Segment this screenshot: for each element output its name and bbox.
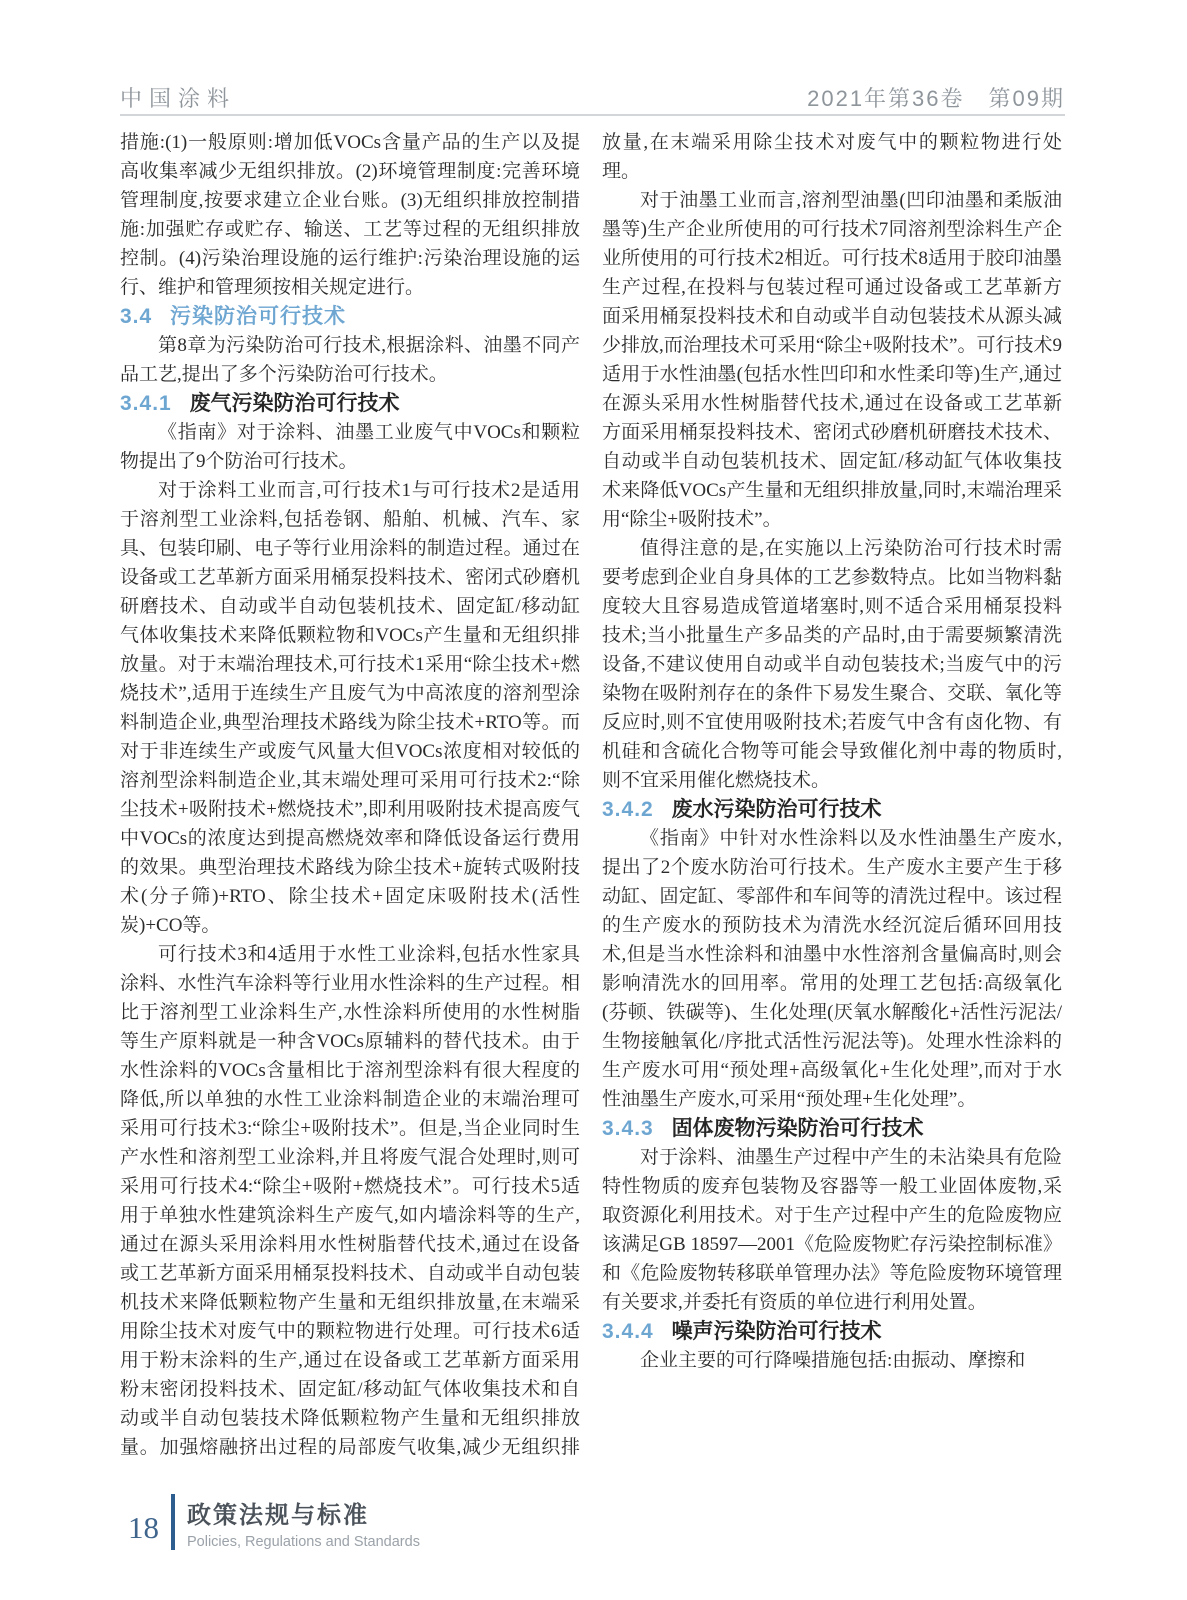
section-heading-3.4.1	[120, 389, 580, 418]
section-title: 废气污染防治可行技术	[189, 392, 400, 415]
paragraph: 第8章为污染防治可行技术,根据涂料、油墨不同产品工艺,提出了多个污染防治可行技术。	[120, 335, 580, 385]
article-body	[120, 128, 1062, 1476]
paragraph: 对于油墨工业而言,溶剂型油墨(凹印油墨和柔版油墨等)生产企业所使用的可行技术7同溶剂型涂料生产企业所使用的可行技术2相近。可行技术8适用于胶印油墨生产过程,在投料与包装过程可通过设备或工艺革新方面采用桶泵投料技术和自动或半自动包装技术从源头减少排放,而治理技术可采用“除尘+吸附技术”。可行技术9适用于水性油墨(包括水性凹印和水性柔印等)生产,通过在源头采用水性树脂替代技术,通过在设备或工艺革新方面采用桶泵投料技术、密闭式砂磨机研磨技术技术、自动或半自动包装机技术、固定缸/移动缸气体收集技术来降低VOCs产生量和无组织排放量,同时,末端治理采用“除尘+吸附技术”。	[602, 190, 1062, 530]
footer-section-cn: 政策法规与标准	[187, 1501, 369, 1529]
section-title: 噪声污染防治可行技术	[671, 1320, 882, 1343]
page-number: 18	[128, 1510, 159, 1545]
footer-divider	[171, 1494, 175, 1550]
paragraph: 措施:(1)一般原则:增加低VOCs含量产品的生产以及提高收集率减少无组织排放。(2)环境管理制度:完善环境管理制度,按要求建立企业台账。(3)无组织排放控制措施:加强贮存或贮存、输送、工艺等过程的无组织排放控制。(4)污染治理设施的运行维护:污染治理设施的运行、维护和管理须按相关规定进行。	[120, 132, 580, 298]
section-number: 3.4.2	[602, 798, 654, 821]
footer-section-en: Policies, Regulations and Standards	[187, 1533, 420, 1550]
paragraph: 对于涂料、油墨生产过程中产生的未沾染具有危险特性物质的废弃包装物及容器等一般工业固体废物,采取资源化利用技术。对于生产过程中产生的危险废物应该满足GB 18597—2001《危险废物贮存污染控制标准》和《危险废物转移联单管理办法》等危险废物环境管理有关要求,并委托有资质的单位进行利用处置。	[602, 1147, 1062, 1313]
section-heading-3.4.4	[602, 1317, 1062, 1346]
section-heading-3.4.3	[602, 1114, 1062, 1143]
paragraph: 值得注意的是,在实施以上污染防治可行技术时需要考虑到企业自身具体的工艺参数特点。比如当物料黏度较大且容易造成管道堵塞时,则不适合采用桶泵投料技术;当小批量生产多品类的产品时,由于需要频繁清洗设备,不建议使用自动或半自动包装技术;当废气中的污染物在吸附剂存在的条件下易发生聚合、交联、氧化等反应时,则不宜使用吸附技术;若废气中含有卤化物、有机硅和含硫化合物等可能会导致催化剂中毒的物质时,则不宜采用催化燃烧技术。	[602, 538, 1062, 791]
paragraph: 《指南》对于涂料、油墨工业废气中VOCs和颗粒物提出了9个防治可行技术。	[120, 422, 580, 472]
page-header	[120, 82, 1065, 113]
paragraph: 对于涂料工业而言,可行技术1与可行技术2是适用于溶剂型工业涂料,包括卷钢、船舶、机械、汽车、家具、包装印刷、电子等行业用涂料的制造过程。通过在设备或工艺革新方面采用桶泵投料技术、密闭式砂磨机研磨技术、自动或半自动包装机技术、固定缸/移动缸气体收集技术来降低颗粒物和VOCs产生量和无组织排放量。对于末端治理技术,可行技术1采用“除尘技术+燃烧技术”,适用于连续生产且废气为中高浓度的溶剂型涂料制造企业,典型治理技术路线为除尘技术+RTO等。而对于非连续生产或废气风量大但VOCs浓度相对较低的溶剂型涂料制造企业,其末端处理可采用可行技术2:“除尘技术+吸附技术+燃烧技术”,即利用吸附技术提高废气中VOCs的浓度达到提高燃烧效率和降低设备运行费用的效果。典型治理技术路线为除尘技术+旋转式吸附技术(分子筛)+RTO、除尘技术+固定床吸附技术(活性炭)+CO等。	[120, 480, 580, 936]
section-heading-3.4.2	[602, 795, 1062, 824]
section-number: 3.4	[120, 305, 153, 328]
journal-title: 中国涂料	[120, 86, 237, 111]
page-footer	[128, 1494, 420, 1550]
section-number: 3.4.3	[602, 1117, 654, 1140]
paragraph: 企业主要的可行降噪措施包括:由振动、摩擦和	[640, 1350, 1026, 1371]
section-title: 固体废物污染防治可行技术	[671, 1117, 924, 1140]
section-number: 3.4.4	[602, 1320, 654, 1343]
section-number: 3.4.1	[120, 392, 172, 415]
section-title: 废水污染防治可行技术	[671, 798, 882, 821]
section-title: 污染防治可行技术	[170, 305, 347, 328]
footer-section	[187, 1495, 420, 1550]
paragraph: 可行技术3和4适用于水性工业涂料,包括水性家具涂料、水性汽车涂料等行业用水性涂料的生产过程。相比于溶剂型工业涂料生产,水性涂料所使用的水性树脂等生产原料就是一种含VOCs原辅料的替代技术。由于水性涂料的VOCs含量相比于溶剂型涂料有很大程度的降低,所以单独的水性工业涂料制造企业的末端治理可采用可行技术3:“除尘+吸附技术”。但是,当企业同时生产水性和溶剂型工业涂料,并且将废气混合处理时,则可采用可行技术4:“除尘+吸附+燃烧技术”。可行技术5适用于单独水性建筑涂料生产废气,如内墙涂料等的生产,通过在源头采用涂料用水性树脂替代技术,通过在设备或工艺革新方面采用桶泵投料技术、自动或半自动包装机技术来降低颗粒物产生量和无组织排放量,在末端采用除尘技术对废气中的颗粒物进行处理。可行技术6适用于粉末涂料的生产,通过在设备或工艺革新方面采用粉末密闭投料技术、固定缸/移动缸气体收集技术和自动或半自动包装技术降低颗粒物产生量和无组织排放量。加强熔融挤出过程的局部废气收集,减少无组织排放量,在末端采用除尘技术对废气中的颗粒物进行处理。	[120, 132, 1062, 1458]
paragraph: 《指南》中针对水性涂料以及水性油墨生产废水,提出了2个废水防治可行技术。生产废水主要产生于移动缸、固定缸、零部件和车间等的清洗过程中。该过程的生产废水的预防技术为清洗水经沉淀后循环回用技术,但是当水性涂料和油墨中水性溶剂含量偏高时,则会影响清洗水的回用率。常用的处理工艺包括:高级氧化(芬顿、铁碳等)、生化处理(厌氧水解酸化+活性污泥法/生物接触氧化/序批式活性污泥法等)。处理水性涂料的生产废水可用“预处理+高级氧化+生化处理”,而对于水性油墨生产废水,可采用“预处理+生化处理”。	[602, 828, 1062, 1110]
issue-info: 2021年第36卷 第09期	[807, 86, 1065, 111]
header-rule	[120, 114, 1065, 116]
section-heading-3.4	[120, 302, 580, 331]
